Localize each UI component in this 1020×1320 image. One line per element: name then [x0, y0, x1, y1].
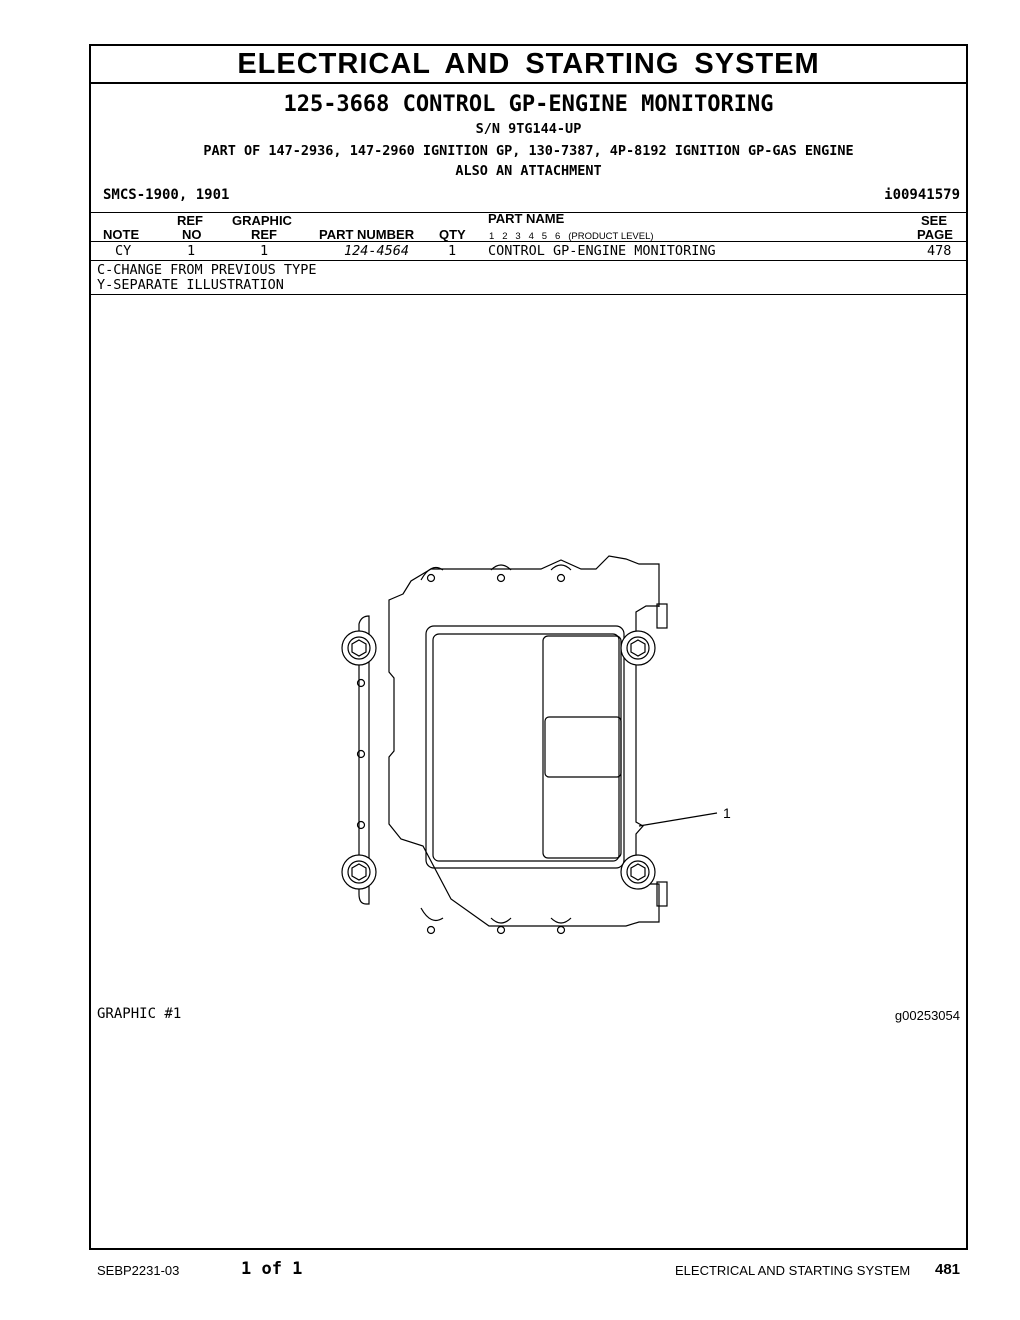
- col-note: NOTE: [103, 227, 140, 242]
- control-module-illustration: [91, 294, 966, 1004]
- col-ref-no-top: REF: [177, 213, 203, 228]
- module-body: [358, 556, 668, 934]
- part-of-line: PART OF 147-2936, 147-2960 IGNITION GP, 130-7387, 4P-8192 IGNITION GP-GAS ENGINE: [203, 143, 854, 159]
- doc-number: SEBP2231-03: [97, 1263, 180, 1278]
- col-ref-no-bottom: NO: [182, 227, 202, 242]
- col-part-name: PART NAME: [488, 211, 565, 226]
- header-divider: [91, 241, 966, 242]
- col-qty: QTY: [439, 227, 466, 242]
- page-frame: [89, 44, 968, 1250]
- callout-leader: [639, 813, 717, 826]
- info-id: i00941579: [884, 187, 960, 203]
- col-see-page-bottom: PAGE: [917, 227, 953, 242]
- legend-separate: Y-SEPARATE ILLUSTRATION: [97, 277, 284, 293]
- row-qty: 1: [448, 243, 457, 259]
- table-row: [91, 243, 966, 259]
- row-note: CY: [115, 243, 132, 259]
- graphic-label: GRAPHIC #1: [97, 1006, 182, 1022]
- section-title: ELECTRICAL AND STARTING SYSTEM: [91, 46, 966, 84]
- callout-number: 1: [723, 805, 731, 821]
- graphic-id: g00253054: [894, 1008, 960, 1023]
- group-header: [91, 84, 966, 213]
- row-part-number: 124-4564: [344, 243, 410, 259]
- product-levels: 1 2 3 4 5 6 (PRODUCT LEVEL): [489, 231, 654, 242]
- page-number: 481: [935, 1261, 961, 1278]
- col-graphic-ref-bottom: REF: [251, 227, 277, 242]
- row-divider: [91, 260, 966, 261]
- col-part-number: PART NUMBER: [319, 227, 415, 242]
- page-of: 1 of 1: [241, 1259, 303, 1279]
- smcs-codes: SMCS-1900, 1901: [103, 187, 230, 203]
- row-part-name: CONTROL GP-ENGINE MONITORING: [488, 243, 716, 259]
- group-title: 125-3668 CONTROL GP-ENGINE MONITORING: [283, 92, 774, 117]
- row-ref-no: 1: [187, 243, 196, 259]
- row-graphic-ref: 1: [260, 243, 269, 259]
- footer-section: ELECTRICAL AND STARTING SYSTEM: [675, 1263, 911, 1278]
- legend-change: C-CHANGE FROM PREVIOUS TYPE: [97, 262, 317, 278]
- row-see-page: 478: [927, 243, 952, 259]
- col-see-page-top: SEE: [921, 213, 948, 228]
- serial-number: S/N 9TG144-UP: [475, 121, 582, 137]
- col-graphic-ref-top: GRAPHIC: [232, 213, 292, 228]
- attachment-line: ALSO AN ATTACHMENT: [455, 163, 602, 179]
